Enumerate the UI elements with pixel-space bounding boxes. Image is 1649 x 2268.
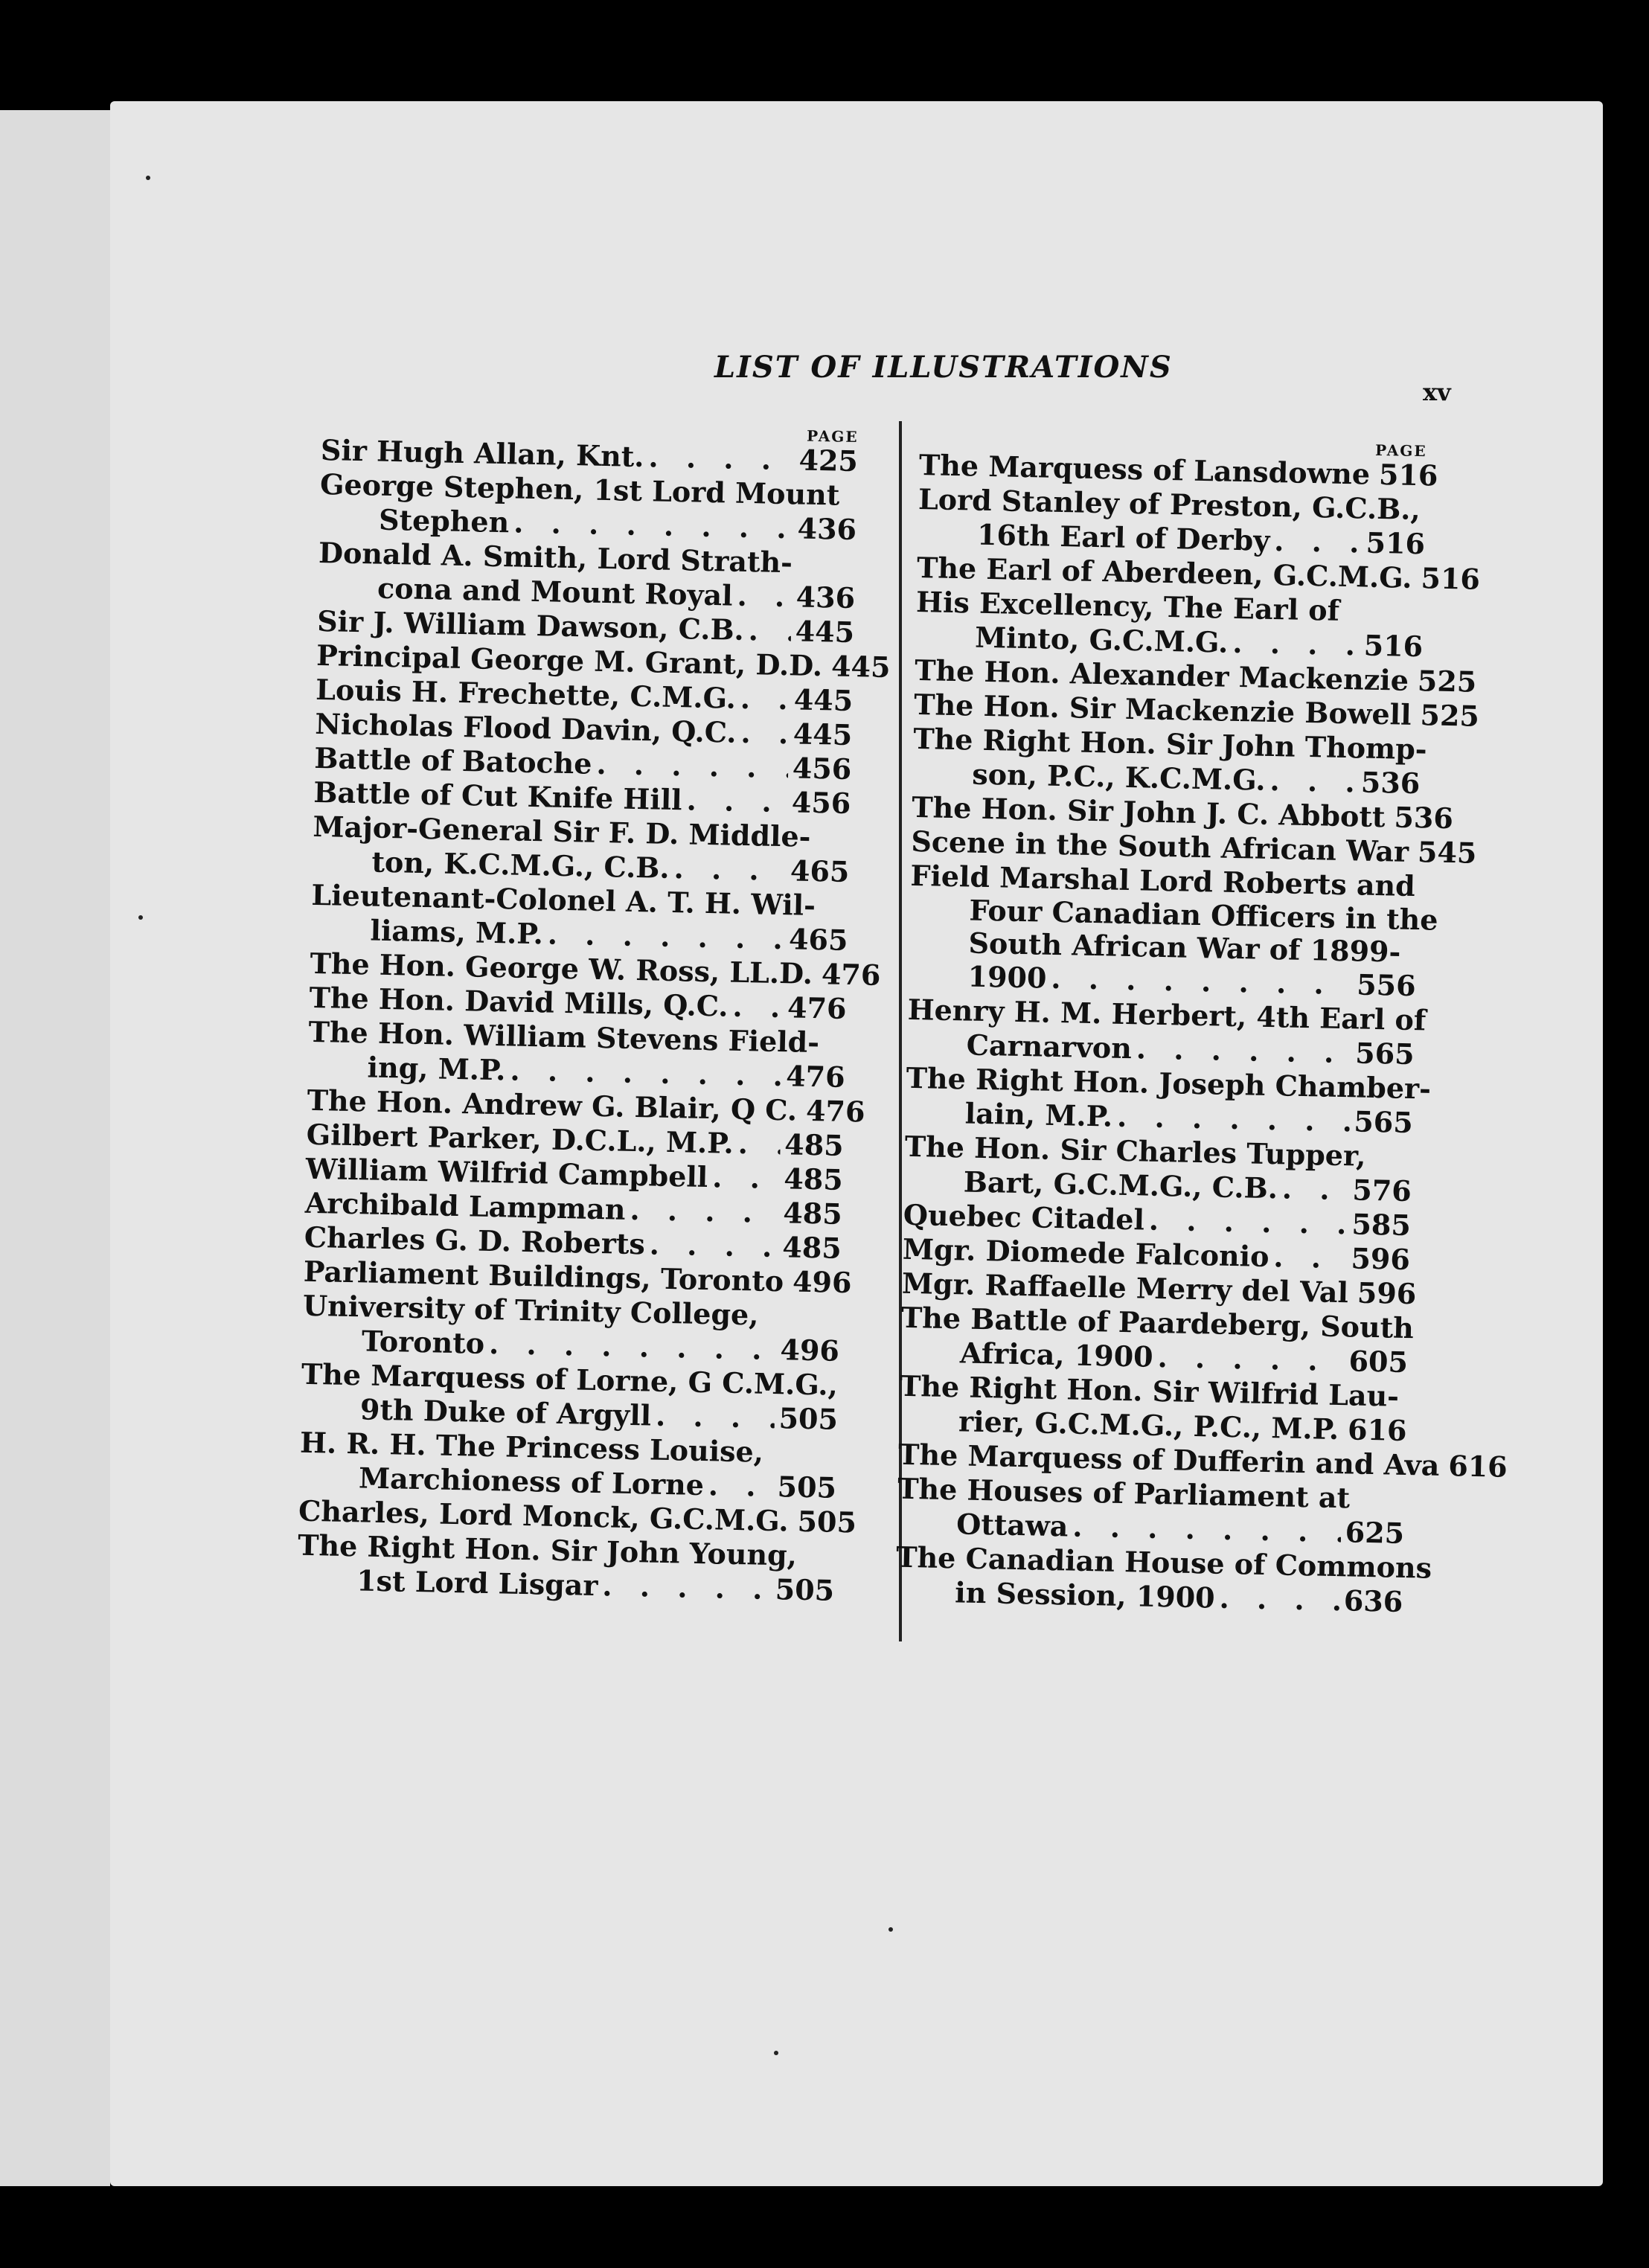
page-ref: 436: [797, 511, 857, 547]
dot-leader: [1415, 698, 1416, 732]
page-ref: 625: [1345, 1515, 1405, 1550]
list-item: [310, 878, 849, 958]
entry-title: ing, M.P.: [367, 1050, 507, 1087]
page-ref: 505: [775, 1572, 835, 1607]
dot-leader: [708, 1468, 773, 1504]
list-item: [900, 1300, 1415, 1380]
entry-title: Lord Stanley of Preston, G.C.B.,: [918, 481, 1421, 527]
page-ref: 636: [1343, 1583, 1403, 1618]
facing-page-edge: [0, 110, 110, 2186]
entry-title: Principal George M. Grant, D.D.: [316, 638, 823, 683]
page-ref: 596: [1357, 1275, 1417, 1311]
page-ref: 545: [1417, 835, 1477, 870]
page-ref: 456: [792, 751, 852, 787]
page-ref: 516: [1421, 561, 1481, 596]
entry-title: William Wilfrid Campbell: [305, 1151, 708, 1194]
dot-leader: [740, 682, 790, 717]
dot-leader: [547, 917, 784, 957]
dot-leader: [656, 1399, 775, 1435]
entry-title: The Hon. Sir Charles Tupper,: [904, 1129, 1366, 1173]
entry-title: rier, G.C.M.G., P.C., M.P.: [958, 1404, 1339, 1447]
entry-title: Field Marshal Lord Roberts and: [910, 858, 1416, 903]
entry-title: University of Trinity College,: [302, 1288, 759, 1332]
dot-leader: [1072, 1510, 1341, 1550]
page-label: PAGE: [806, 426, 859, 446]
list-item: [301, 1357, 839, 1437]
paper-speck: [888, 1927, 893, 1932]
entry-title: The Hon. William Stevens Field-: [308, 1014, 820, 1060]
page-ref: 505: [778, 1401, 839, 1436]
entry-title: The Canadian House of Commons: [895, 1540, 1432, 1585]
entry-title: Marchioness of Lorne: [358, 1461, 705, 1502]
entry-title: The Houses of Parliament at: [897, 1471, 1351, 1515]
list-item: [915, 585, 1424, 664]
page-ref: 516: [1378, 457, 1438, 493]
page-ref: 436: [795, 580, 856, 615]
entry-title: Mgr. Raffaelle Merry del Val: [901, 1266, 1349, 1310]
entry-title: Charles, Lord Monck, G.C.M.G.: [298, 1493, 790, 1538]
entry-title: 1st Lord Lisgar: [356, 1563, 598, 1603]
dot-leader: [737, 1127, 780, 1162]
entry-title: The Right Hon. Sir Wilfrid Lau-: [899, 1368, 1400, 1413]
page-ref: 556: [1356, 967, 1417, 1003]
page-ref: 616: [1347, 1412, 1407, 1447]
page-ref: 576: [1351, 1173, 1412, 1208]
entry-title: The Hon. Sir John J. C. Abbott: [911, 789, 1386, 834]
dot-leader: [1232, 626, 1360, 663]
dot-leader: [748, 613, 791, 648]
page-ref: 516: [1363, 628, 1424, 664]
entry-title: Lieutenant-Colonel A. T. H. Wil-: [311, 877, 816, 923]
dot-leader: [1269, 763, 1357, 799]
entry-title: The Hon. Sir Mackenzie Bowell: [913, 687, 1412, 731]
entry-title: The Right Hon. Sir John Thomp-: [912, 721, 1428, 766]
page-ref: 465: [788, 922, 848, 957]
entry-title: Major-General Sir F. D. Middle-: [313, 809, 811, 853]
list-item: [908, 858, 1438, 1003]
entry-title: Four Canadian Officers in the: [969, 893, 1438, 937]
dot-leader: [1157, 1340, 1345, 1378]
entry-title: George Stephen, 1st Lord Mount: [319, 467, 840, 512]
dot-leader: [673, 851, 786, 888]
entry-title: His Excellency, The Earl of: [915, 584, 1340, 627]
entry-title: Toronto: [361, 1324, 485, 1360]
page-ref: 425: [798, 443, 859, 478]
entry-title: Battle of Cut Knife Hill: [313, 775, 683, 817]
entry-title: ton, K.C.M.G., C.B.: [371, 845, 670, 885]
entry-title: Louis H. Frechette, C.M.G.: [315, 672, 737, 715]
entry-title: Scene in the South African War: [911, 824, 1409, 868]
page-number: xv: [1423, 378, 1451, 406]
page-ref: 485: [783, 1162, 844, 1197]
page-ref: 456: [791, 785, 851, 821]
page-ref: 505: [777, 1470, 837, 1505]
entry-title: The Hon. Andrew G. Blair, Q C.: [307, 1083, 798, 1127]
entry-title: Charles G. D. Roberts: [304, 1220, 646, 1261]
dot-leader: [630, 1193, 779, 1230]
page-ref: 565: [1354, 1036, 1415, 1071]
list-item: [895, 1540, 1432, 1619]
page-ref: 445: [795, 614, 855, 650]
entry-title: Sir J. William Dawson, C.B.: [316, 603, 745, 647]
entry-title: The Marquess of Lorne, G C.M.G.,: [301, 1356, 839, 1402]
page-ref: 536: [1394, 800, 1454, 836]
page-ref: 565: [1353, 1104, 1414, 1140]
dot-leader: [712, 1160, 780, 1196]
entry-title: lain, M.P.: [964, 1096, 1113, 1133]
list-item: [297, 1528, 836, 1608]
list-item: [897, 1472, 1406, 1551]
dot-leader: [489, 1327, 776, 1367]
page-ref: 585: [1351, 1207, 1412, 1243]
entry-list: [297, 432, 891, 1608]
entry-title: The Marquess of Lansdowne: [918, 447, 1371, 491]
entry-title: liams, M.P.: [370, 913, 544, 951]
right-column: [895, 432, 1508, 1619]
running-head: LIST OF ILLUSTRATIONS: [714, 350, 1173, 385]
dot-leader: [1416, 561, 1417, 595]
entry-title: The Hon. George W. Ross, LL.D.: [310, 946, 813, 990]
dot-leader: [801, 1094, 802, 1128]
page-ref: 485: [784, 1127, 845, 1162]
page-ref: 536: [1360, 765, 1421, 801]
entry-title: The Marquess of Dufferin and Ava: [897, 1437, 1440, 1482]
entry-title: Ottawa: [955, 1507, 1069, 1543]
page-ref: 476: [787, 990, 847, 1025]
page-ref: 496: [792, 1264, 852, 1300]
paper-speck: [138, 915, 143, 920]
list-item: [905, 1060, 1432, 1140]
page-ref: 445: [830, 649, 891, 685]
page-ref: 485: [781, 1230, 842, 1265]
dot-leader: [1117, 1100, 1350, 1139]
entry-title: The Battle of Paardeberg, South: [900, 1300, 1415, 1345]
page-ref: 516: [1365, 525, 1426, 561]
page-ref: 465: [790, 853, 850, 888]
dot-leader: [1219, 1581, 1339, 1618]
dot-leader: [1412, 664, 1413, 698]
entry-title: Bart, G.C.M.G., C.B.: [963, 1165, 1278, 1205]
dot-leader: [1413, 835, 1414, 869]
list-item: [899, 1369, 1408, 1448]
entry-title: Archibald Lampman: [304, 1185, 626, 1226]
entry-title: The Earl of Aberdeen, G.C.M.G.: [916, 550, 1413, 595]
dot-leader: [816, 957, 817, 991]
dot-leader: [686, 783, 787, 819]
entry-list: [895, 447, 1508, 1619]
entry-title: Sir Hugh Allan, Knt.: [320, 432, 645, 474]
dot-leader: [1281, 1171, 1348, 1207]
page-ref: 525: [1417, 664, 1477, 699]
entry-title: Henry H. M. Herbert, 4th Earl of: [907, 992, 1427, 1037]
entry-title: Carnarvon: [966, 1028, 1133, 1066]
dot-leader: [596, 747, 788, 785]
dot-leader: [788, 1264, 789, 1298]
dot-leader: [1273, 1240, 1347, 1275]
page-ref: 485: [782, 1196, 843, 1231]
entry-title: The Hon. David Mills, Q.C.: [309, 980, 729, 1023]
entry-title: in Session, 1900: [954, 1575, 1216, 1615]
paper-speck: [146, 176, 150, 180]
list-item: [906, 992, 1427, 1071]
entry-title: Stephen: [378, 502, 510, 539]
list-item: [312, 810, 851, 889]
dot-leader: [649, 1227, 778, 1264]
entry-title: South African War of 1899-: [968, 926, 1401, 969]
page-ref: 596: [1351, 1241, 1411, 1277]
page-ref: 616: [1447, 1449, 1508, 1484]
list-item: [302, 1289, 841, 1368]
dot-leader: [602, 1569, 771, 1606]
dot-leader: [1352, 1275, 1353, 1310]
left-column: [297, 417, 891, 1608]
entry-title: 16th Earl of Derby: [976, 517, 1270, 557]
page-ref: 496: [780, 1333, 840, 1368]
entry-title: Nicholas Flood Davin, Q.C.: [314, 706, 737, 749]
dot-leader: [1274, 524, 1362, 560]
page-ref: 476: [785, 1059, 846, 1094]
dot-leader: [740, 716, 789, 751]
list-item: [307, 1015, 846, 1095]
entry-title: Parliament Buildings, Toronto: [303, 1254, 784, 1298]
entry-title: The Right Hon. Sir John Young,: [297, 1528, 798, 1572]
dot-leader: [1389, 800, 1390, 834]
entry-title: son, P.C., K.C.M.G.: [971, 757, 1267, 797]
entry-title: Quebec Citadel: [903, 1197, 1145, 1237]
dot-leader: [513, 505, 793, 545]
entry-title: Africa, 1900: [959, 1336, 1154, 1374]
page-ref: 445: [793, 717, 853, 752]
dot-leader: [1374, 458, 1375, 492]
entry-title: Minto, G.C.M.G.: [974, 620, 1229, 659]
list-item: [912, 721, 1428, 801]
list-item: [918, 482, 1427, 561]
page-ref: 525: [1420, 698, 1480, 733]
page-label: PAGE: [1374, 441, 1427, 461]
entry-title: The Right Hon. Joseph Chamber-: [906, 1060, 1432, 1106]
entry-title: Gilbert Parker, D.C.L., M.P.: [306, 1117, 734, 1160]
page-ref: 505: [797, 1504, 857, 1540]
entry-title: Battle of Batoche: [313, 740, 592, 781]
dot-leader: [732, 990, 784, 1025]
entry-title: cona and Mount Royal: [377, 571, 734, 612]
dot-leader: [1136, 1031, 1351, 1070]
page-ref: 476: [805, 1093, 865, 1129]
list-item: [318, 536, 856, 615]
dot-leader: [1343, 1412, 1344, 1447]
list-item: [903, 1130, 1412, 1208]
page-ref: 476: [821, 957, 881, 992]
entry-title: Mgr. Diomede Falconio: [902, 1231, 1269, 1274]
list-item: [299, 1426, 838, 1505]
dot-leader: [1148, 1203, 1348, 1242]
entry-title: H. R. H. The Princess Louise,: [299, 1425, 764, 1469]
dot-leader: [648, 440, 795, 477]
entry-title: The Hon. Alexander Mackenzie: [914, 653, 1409, 697]
entry-title: 9th Duke of Argyll: [359, 1392, 652, 1432]
page-ref: 605: [1348, 1344, 1409, 1380]
entry-title: Donald A. Smith, Lord Strath-: [318, 535, 793, 580]
page-ref: 445: [793, 682, 854, 718]
list-item: [319, 467, 858, 547]
dot-leader: [510, 1054, 782, 1094]
dot-leader: [737, 579, 792, 615]
entry-title: 1900: [967, 959, 1047, 995]
paper-speck: [774, 2051, 778, 2055]
